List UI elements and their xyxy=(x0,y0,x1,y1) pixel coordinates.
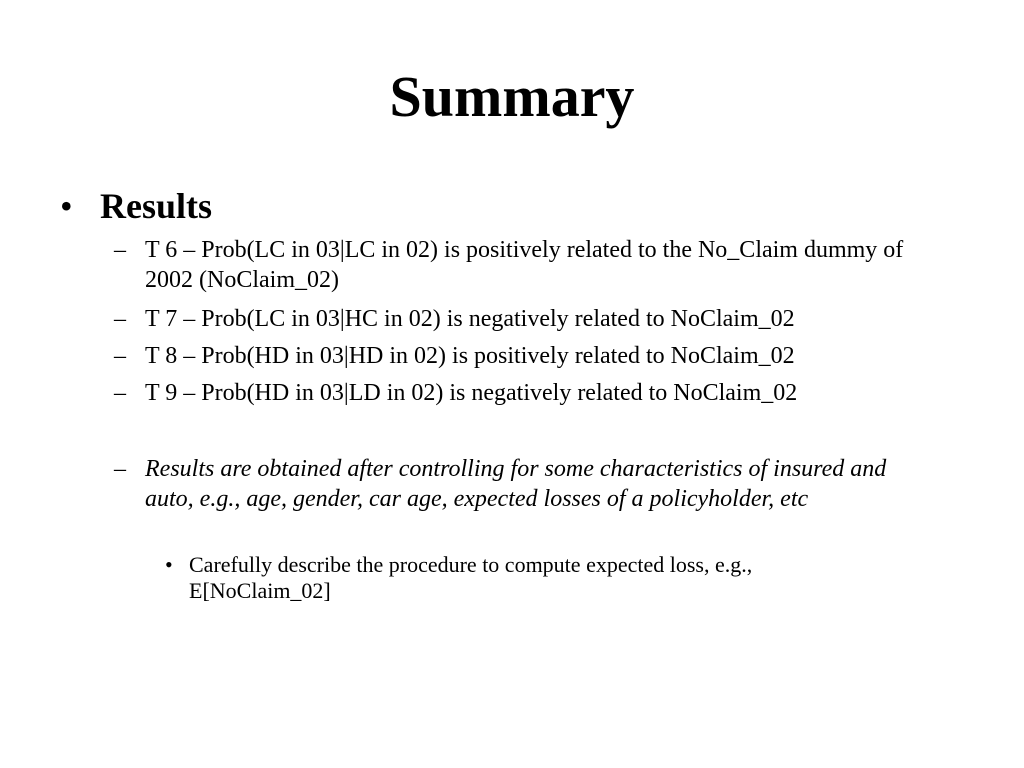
slide-title: Summary xyxy=(389,64,635,129)
dash-icon: – xyxy=(114,343,126,369)
list-item-text: T 7 – Prob(LC in 03|HC in 02) is negatively related to NoClaim_02 xyxy=(145,306,795,332)
dash-icon: – xyxy=(114,237,126,263)
dash-icon: – xyxy=(114,380,126,406)
dash-icon: – xyxy=(114,456,126,482)
list-item-text: T 8 – Prob(HD in 03|HD in 02) is positively related to NoClaim_02 xyxy=(145,343,795,369)
bullet-results-label: Results xyxy=(100,186,213,226)
list-item-text: T 9 – Prob(HD in 03|LD in 02) is negatively related to NoClaim_02 xyxy=(145,380,798,406)
list-item-text: T 6 – Prob(LC in 03|LC in 02) is positively related to the No_Claim dummy of 2002 (NoClaim_02) xyxy=(145,237,904,293)
list-item-note-text: Results are obtained after controlling for some characteristics of insured and auto, e.g., age, gender, car age, expected losses of a policyholder, etc xyxy=(145,456,887,512)
bullet-icon: • xyxy=(165,552,173,577)
sub-list-item-text: Carefully describe the procedure to compute expected loss, e.g., E[NoClaim_02] xyxy=(189,552,753,603)
bullet-icon: • xyxy=(60,186,73,226)
dash-icon: – xyxy=(114,306,126,332)
